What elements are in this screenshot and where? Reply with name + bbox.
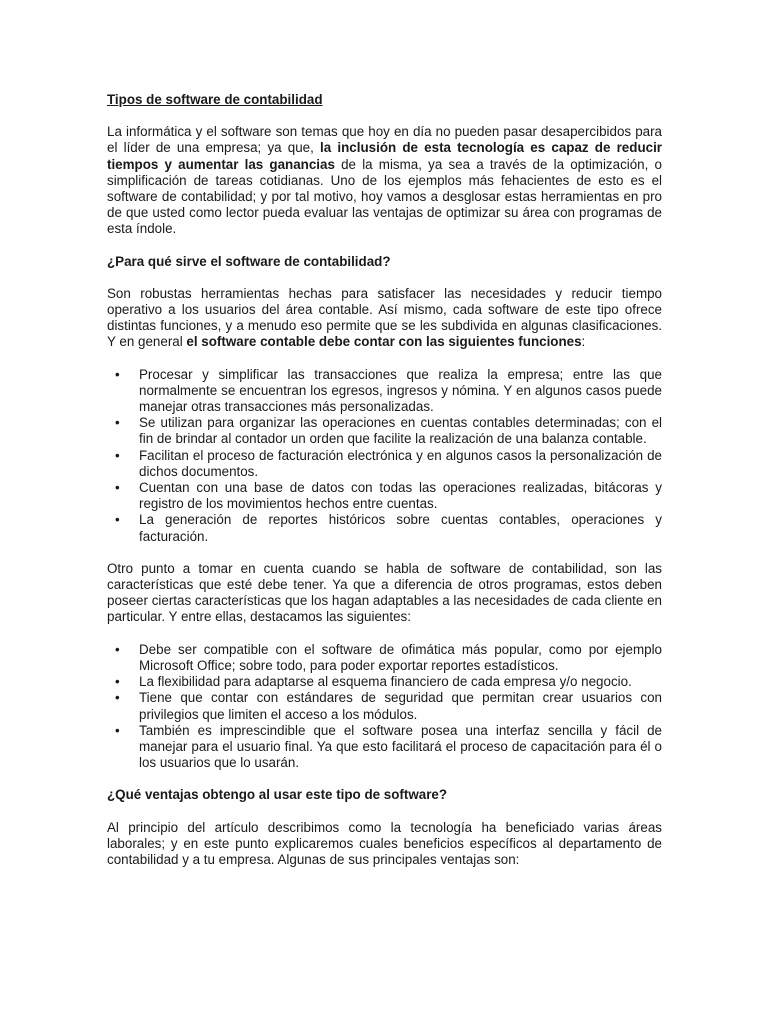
bullet-icon: • <box>115 447 120 463</box>
intro-text-end: de la misma, ya sea a través de la optimización, o simplificación de tareas cotidianas. Uno de los ejemplos más fehacientes de esto es el software de contabilidad; y por tal motivo, hoy vamos a desglosar estas herramientas en pro de que usted como lector pueda evaluar las ventajas de optimizar su área con programas de esta índole. <box>107 156 662 237</box>
section1-paragraph <box>107 286 662 351</box>
list-item <box>107 415 662 447</box>
list-item <box>107 367 662 416</box>
bullet-icon: • <box>115 674 120 690</box>
list-item <box>107 480 662 512</box>
list-item-text: La generación de reportes históricos sobre cuentas contables, operaciones y facturación. <box>139 512 662 544</box>
list-item-text: Cuentan con una base de datos con todas las operaciones realizadas, bitácoras y registro de los movimientos hechos entre cuentas. <box>139 480 662 512</box>
list-item <box>107 690 662 722</box>
section3-paragraph: Al principio del artículo describimos como la tecnología ha beneficiado varias áreas laborales; y en este punto explicaremos cuales beneficios específicos al departamento de contabilidad y a tu empresa. Algunas de sus principales ventajas son: <box>107 819 662 867</box>
list-item <box>107 512 662 544</box>
list-item <box>107 642 662 674</box>
section1-bold-text: el software contable debe contar con las siguientes funciones <box>186 334 582 350</box>
list-item-text: Se utilizan para organizar las operaciones en cuentas contables determinadas; con el fin de brindar al contador un orden que facilite la realización de una balanza contable. <box>139 415 662 447</box>
section1-heading: ¿Para qué sirve el software de contabilidad? <box>107 253 391 269</box>
characteristics-list <box>107 642 662 772</box>
intro-bold-text: la inclusión de esta tecnología es capaz de reducir tiempos y aumentar las ganancias <box>107 140 662 172</box>
list-item-text: Tiene que contar con estándares de seguridad que permitan crear usuarios con privilegios que limiten el acceso a los módulos. <box>139 690 662 722</box>
section3-heading: ¿Qué ventajas obtengo al usar este tipo de software? <box>107 787 448 803</box>
section1-text-start: Son robustas herramientas hechas para satisfacer las necesidades y reducir tiempo operativo a los usuarios del área contable. Así mismo, cada software de este tipo ofrece distintas funciones, y a menudo eso permite que se les subdivida en algunas clasificaciones. Y en general <box>107 285 662 350</box>
bullet-icon: • <box>115 366 120 382</box>
bullet-icon: • <box>115 415 120 431</box>
intro-paragraph <box>107 124 662 237</box>
intro-text-start: La informática y el software son temas que hoy en día no pueden pasar desapercibidos para el líder de una empresa; ya que, <box>107 124 662 156</box>
list-item-text: Procesar y simplificar las transacciones que realiza la empresa; entre las que normalmente se encuentran los egresos, ingresos y nómina. Y en algunos casos puede manejar otras transacciones más personalizadas. <box>139 366 662 415</box>
list-item-text: También es imprescindible que el software posea una interfaz sencilla y fácil de manejar para el usuario final. Ya que esto facilitará el proceso de capacitación para él o los usuarios que lo usarán. <box>139 722 662 771</box>
list-item <box>107 674 662 690</box>
bullet-icon: • <box>115 512 120 528</box>
document-page <box>107 92 662 884</box>
section2-paragraph: Otro punto a tomar en cuenta cuando se habla de software de contabilidad, son las características que esté debe tener. Ya que a diferencia de otros programas, estos deben poseer ciertas características que los hagan adaptables a las necesidades de cada cliente en particular. Y entre ellas, destacamos las siguientes: <box>107 560 662 625</box>
section1-text-end: : <box>581 334 586 350</box>
list-item <box>107 448 662 480</box>
bullet-icon: • <box>115 690 120 706</box>
functions-list <box>107 367 662 545</box>
list-item <box>107 723 662 772</box>
document-title: Tipos de software de contabilidad <box>107 92 323 107</box>
bullet-icon: • <box>115 722 120 738</box>
bullet-icon: • <box>115 641 120 657</box>
list-item-text: La flexibilidad para adaptarse al esquema financiero de cada empresa y/o negocio. <box>139 674 632 690</box>
list-item-text: Facilitan el proceso de facturación electrónica y en algunos casos la personalización de dichos documentos. <box>139 447 662 479</box>
bullet-icon: • <box>115 480 120 496</box>
list-item-text: Debe ser compatible con el software de ofimática más popular, como por ejemplo Microsoft Office; sobre todo, para poder exportar reportes estadísticos. <box>139 641 662 673</box>
